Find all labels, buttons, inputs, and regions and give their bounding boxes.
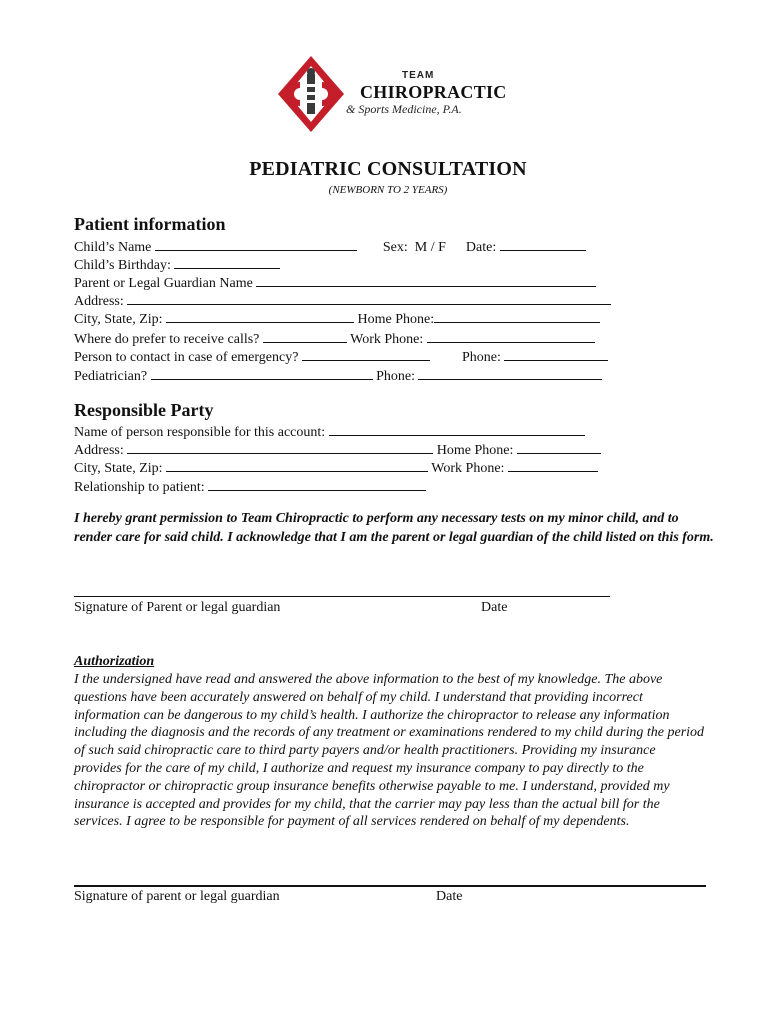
responsible-city-label: City, State, Zip: bbox=[74, 461, 163, 476]
work-phone-field[interactable] bbox=[427, 329, 595, 343]
prefer-calls-row bbox=[74, 329, 595, 349]
date-field[interactable] bbox=[500, 237, 586, 251]
childs-name-row bbox=[74, 237, 586, 257]
patient-info-heading: Patient information bbox=[74, 214, 226, 234]
pediatrician-phone-field[interactable] bbox=[418, 366, 602, 380]
birthday-label: Child’s Birthday: bbox=[74, 258, 171, 273]
guardian-name-label: Parent or Legal Guardian Name bbox=[74, 276, 253, 291]
pediatrician-phone-label: Phone: bbox=[376, 369, 415, 384]
company-logo bbox=[276, 54, 506, 134]
authorization-heading: Authorization bbox=[74, 654, 155, 669]
authorization-body: I the undersigned have read and answered the above information to the best of my knowledge. The above questions have been accurately answered on behalf of my child. I understand that providing incorrect information can be dangerous to my child’s health. I authorize the chiropractor to release any information including the diagnosis and the records of any treatment or examinations rendered to my child during the period of such said chiropractic care to third party payers and/or health practitioners. Providing my insurance provides for the care of my child, I authorize and request my insurance company to pay directly to the chiropractor or chiropractic group insurance benefits otherwise payable to me. I understand, provided my insurance is accepted and provides for my child, that the carrier may pay less than the actual bill for the services. I agree to be responsible for payment of all services rendered on behalf of my dependents. bbox=[74, 672, 705, 830]
responsible-address-label: Address: bbox=[74, 443, 124, 458]
city-row bbox=[74, 309, 600, 329]
guardian-name-row bbox=[74, 273, 596, 293]
logo-name-text: CHIROPRACTIC bbox=[360, 82, 507, 102]
logo-mark-icon bbox=[276, 54, 346, 134]
emergency-phone-label: Phone: bbox=[461, 350, 501, 365]
responsible-party-heading: Responsible Party bbox=[74, 400, 214, 420]
responsible-name-label: Name of person responsible for this account: bbox=[74, 425, 326, 440]
home-phone-label: Home Phone: bbox=[357, 312, 435, 327]
signature-date-label-1: Date bbox=[481, 600, 508, 615]
city-field[interactable] bbox=[166, 309, 354, 323]
responsible-home-phone-label: Home Phone: bbox=[436, 443, 514, 458]
childs-name-label: Child’s Name bbox=[74, 240, 152, 255]
relationship-field[interactable] bbox=[208, 477, 426, 491]
address-label: Address: bbox=[74, 294, 124, 309]
pediatrician-label: Pediatrician? bbox=[74, 369, 148, 384]
prefer-calls-field[interactable] bbox=[263, 329, 347, 343]
home-phone-field[interactable] bbox=[434, 309, 600, 323]
address-row bbox=[74, 291, 611, 311]
emergency-phone-field[interactable] bbox=[504, 347, 608, 361]
date-label: Date: bbox=[465, 240, 497, 255]
address-field[interactable] bbox=[127, 291, 611, 305]
signature-label-1: Signature of Parent or legal guardian bbox=[74, 600, 281, 615]
responsible-city-row bbox=[74, 458, 598, 478]
permission-statement: I hereby grant permission to Team Chiropractic to perform any necessary tests on my minor child, and to render care for said child. I acknowledge that I am the parent or legal guardian of the child listed on this form. bbox=[74, 511, 714, 545]
form-subtitle: (NEWBORN TO 2 YEARS) bbox=[328, 184, 448, 196]
pediatrician-row bbox=[74, 366, 602, 386]
responsible-address-row bbox=[74, 440, 601, 460]
relationship-row bbox=[74, 477, 426, 497]
signature-date-label-2: Date bbox=[436, 889, 463, 904]
childs-name-field[interactable] bbox=[155, 237, 357, 251]
responsible-work-phone-label: Work Phone: bbox=[431, 461, 505, 476]
sex-label: Sex: M / F bbox=[382, 240, 446, 255]
emergency-label: Person to contact in case of emergency? bbox=[74, 350, 299, 365]
emergency-field[interactable] bbox=[302, 347, 430, 361]
responsible-home-phone-field[interactable] bbox=[517, 440, 601, 454]
responsible-address-field[interactable] bbox=[127, 440, 433, 454]
prefer-calls-label: Where do prefer to receive calls? bbox=[74, 332, 260, 347]
logo-team-text: TEAM bbox=[402, 70, 435, 81]
responsible-name-field[interactable] bbox=[329, 422, 585, 436]
responsible-city-field[interactable] bbox=[166, 458, 428, 472]
logo-tagline-text: & Sports Medicine, P.A. bbox=[346, 102, 462, 116]
signature-label-2: Signature of parent or legal guardian bbox=[74, 889, 280, 904]
signature-line-2[interactable] bbox=[74, 885, 706, 887]
pediatrician-field[interactable] bbox=[151, 366, 373, 380]
guardian-name-field[interactable] bbox=[256, 273, 596, 287]
responsible-name-row bbox=[74, 422, 585, 442]
work-phone-label: Work Phone: bbox=[350, 332, 424, 347]
city-label: City, State, Zip: bbox=[74, 312, 163, 327]
signature-line-1[interactable] bbox=[74, 596, 610, 597]
form-title: PEDIATRIC CONSULTATION bbox=[249, 158, 527, 180]
relationship-label: Relationship to patient: bbox=[74, 480, 205, 495]
birthday-row bbox=[74, 255, 280, 275]
birthday-field[interactable] bbox=[174, 255, 280, 269]
emergency-row bbox=[74, 347, 608, 367]
responsible-work-phone-field[interactable] bbox=[508, 458, 598, 472]
